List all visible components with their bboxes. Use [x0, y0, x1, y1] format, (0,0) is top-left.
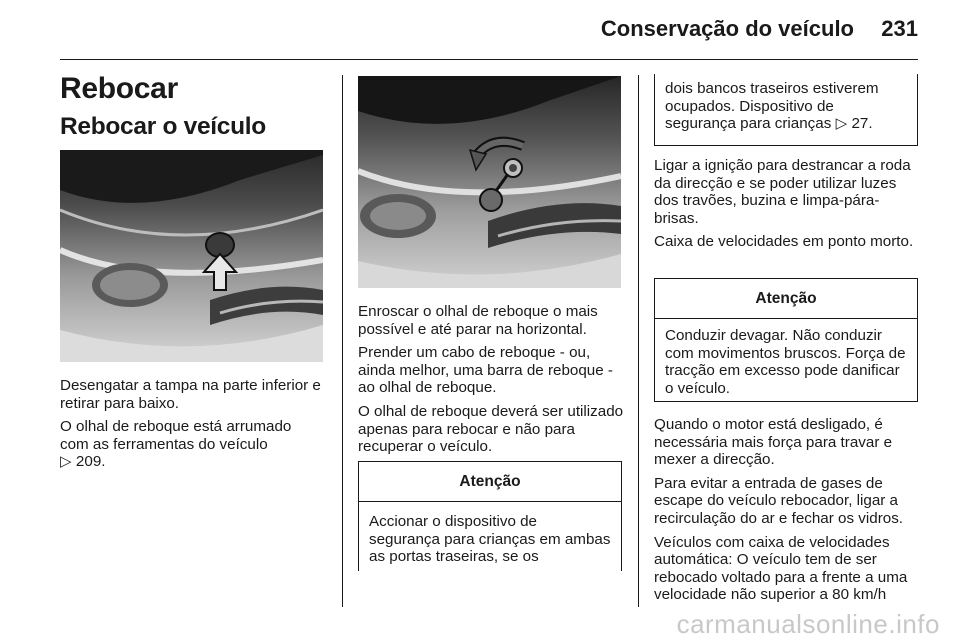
warning-body-continued: dois bancos traseiros estiverem ocupados. Dispositivo de segurança para crianças ▷ 27.: [665, 80, 879, 133]
paragraph: [60, 418, 332, 471]
paragraph: Para evitar a entrada de gases de escape do veículo rebocador, ligar a recirculação do ar e fechar os vidros.: [654, 474, 904, 527]
bumper-cover-photo: [60, 150, 323, 362]
paragraph: Ligar a ignição para destrancar a roda da direcção e se poder utilizar luzes dos travões, buzina e limpa-pára-brisas.: [654, 157, 911, 227]
page-reference: 209.: [75, 453, 106, 471]
middle-column-text: [358, 303, 626, 462]
paragraph: Veículos com caixa de velocidades automática: O veículo tem de ser rebocado voltado para a frente a uma velocidade não superior a 80 km/h: [654, 533, 908, 604]
warning-box: [654, 278, 918, 402]
paragraph: O olhal de reboque deverá ser utilizado apenas para rebocar e não para recuperar o veículo.: [358, 402, 624, 456]
warning-body: Conduzir devagar. Não conduzir com movimentos bruscos. Força de tracção em excesso pode danificar o veículo.: [665, 327, 906, 397]
header-divider: [60, 59, 918, 60]
paragraph: Desengatar a tampa na parte inferior e retirar para baixo.: [60, 377, 321, 412]
warning-title: Atenção: [655, 279, 917, 319]
warning-body: Accionar o dispositivo de segurança para crianças em ambas as portas traseiras, se os: [369, 513, 611, 566]
arrow-ref-icon: ▷: [60, 453, 72, 471]
paragraph: Caixa de velocidades em ponto morto.: [654, 233, 914, 251]
warning-box-continued: [654, 74, 918, 146]
paragraph: Quando o motor está desligado, é necessária mais força para travar e mexer a direcção.: [654, 416, 893, 469]
arrow-ref-icon: ▷: [835, 115, 848, 133]
section-heading: Rebocar: [60, 72, 178, 105]
section-title: Conservação do veículo: [600, 16, 854, 41]
watermark: carmanualsonline.info: [676, 609, 940, 639]
left-column-text: [60, 377, 332, 477]
column-divider-2: [638, 75, 639, 607]
page-reference: 27.: [851, 115, 873, 133]
subsection-heading: Rebocar o veículo: [60, 113, 266, 140]
right-column-text-bottom: [654, 416, 922, 610]
warning-box: [358, 461, 622, 571]
paragraph: Enroscar o olhal de reboque o mais possível e até parar na horizontal.: [358, 303, 598, 338]
paragraph-line: com as ferramentas do veículo: [60, 435, 268, 453]
paragraph-line: O olhal de reboque está arrumado: [60, 418, 292, 436]
tow-eye-photo: [358, 76, 621, 288]
page-number: 231: [881, 16, 918, 41]
column-divider-1: [342, 75, 343, 607]
paragraph: Prender um cabo de reboque - ou, ainda melhor, uma barra de reboque - ao olhal de reboque.: [358, 344, 613, 397]
right-column-text-top: [654, 157, 922, 257]
warning-title: Atenção: [359, 462, 621, 502]
